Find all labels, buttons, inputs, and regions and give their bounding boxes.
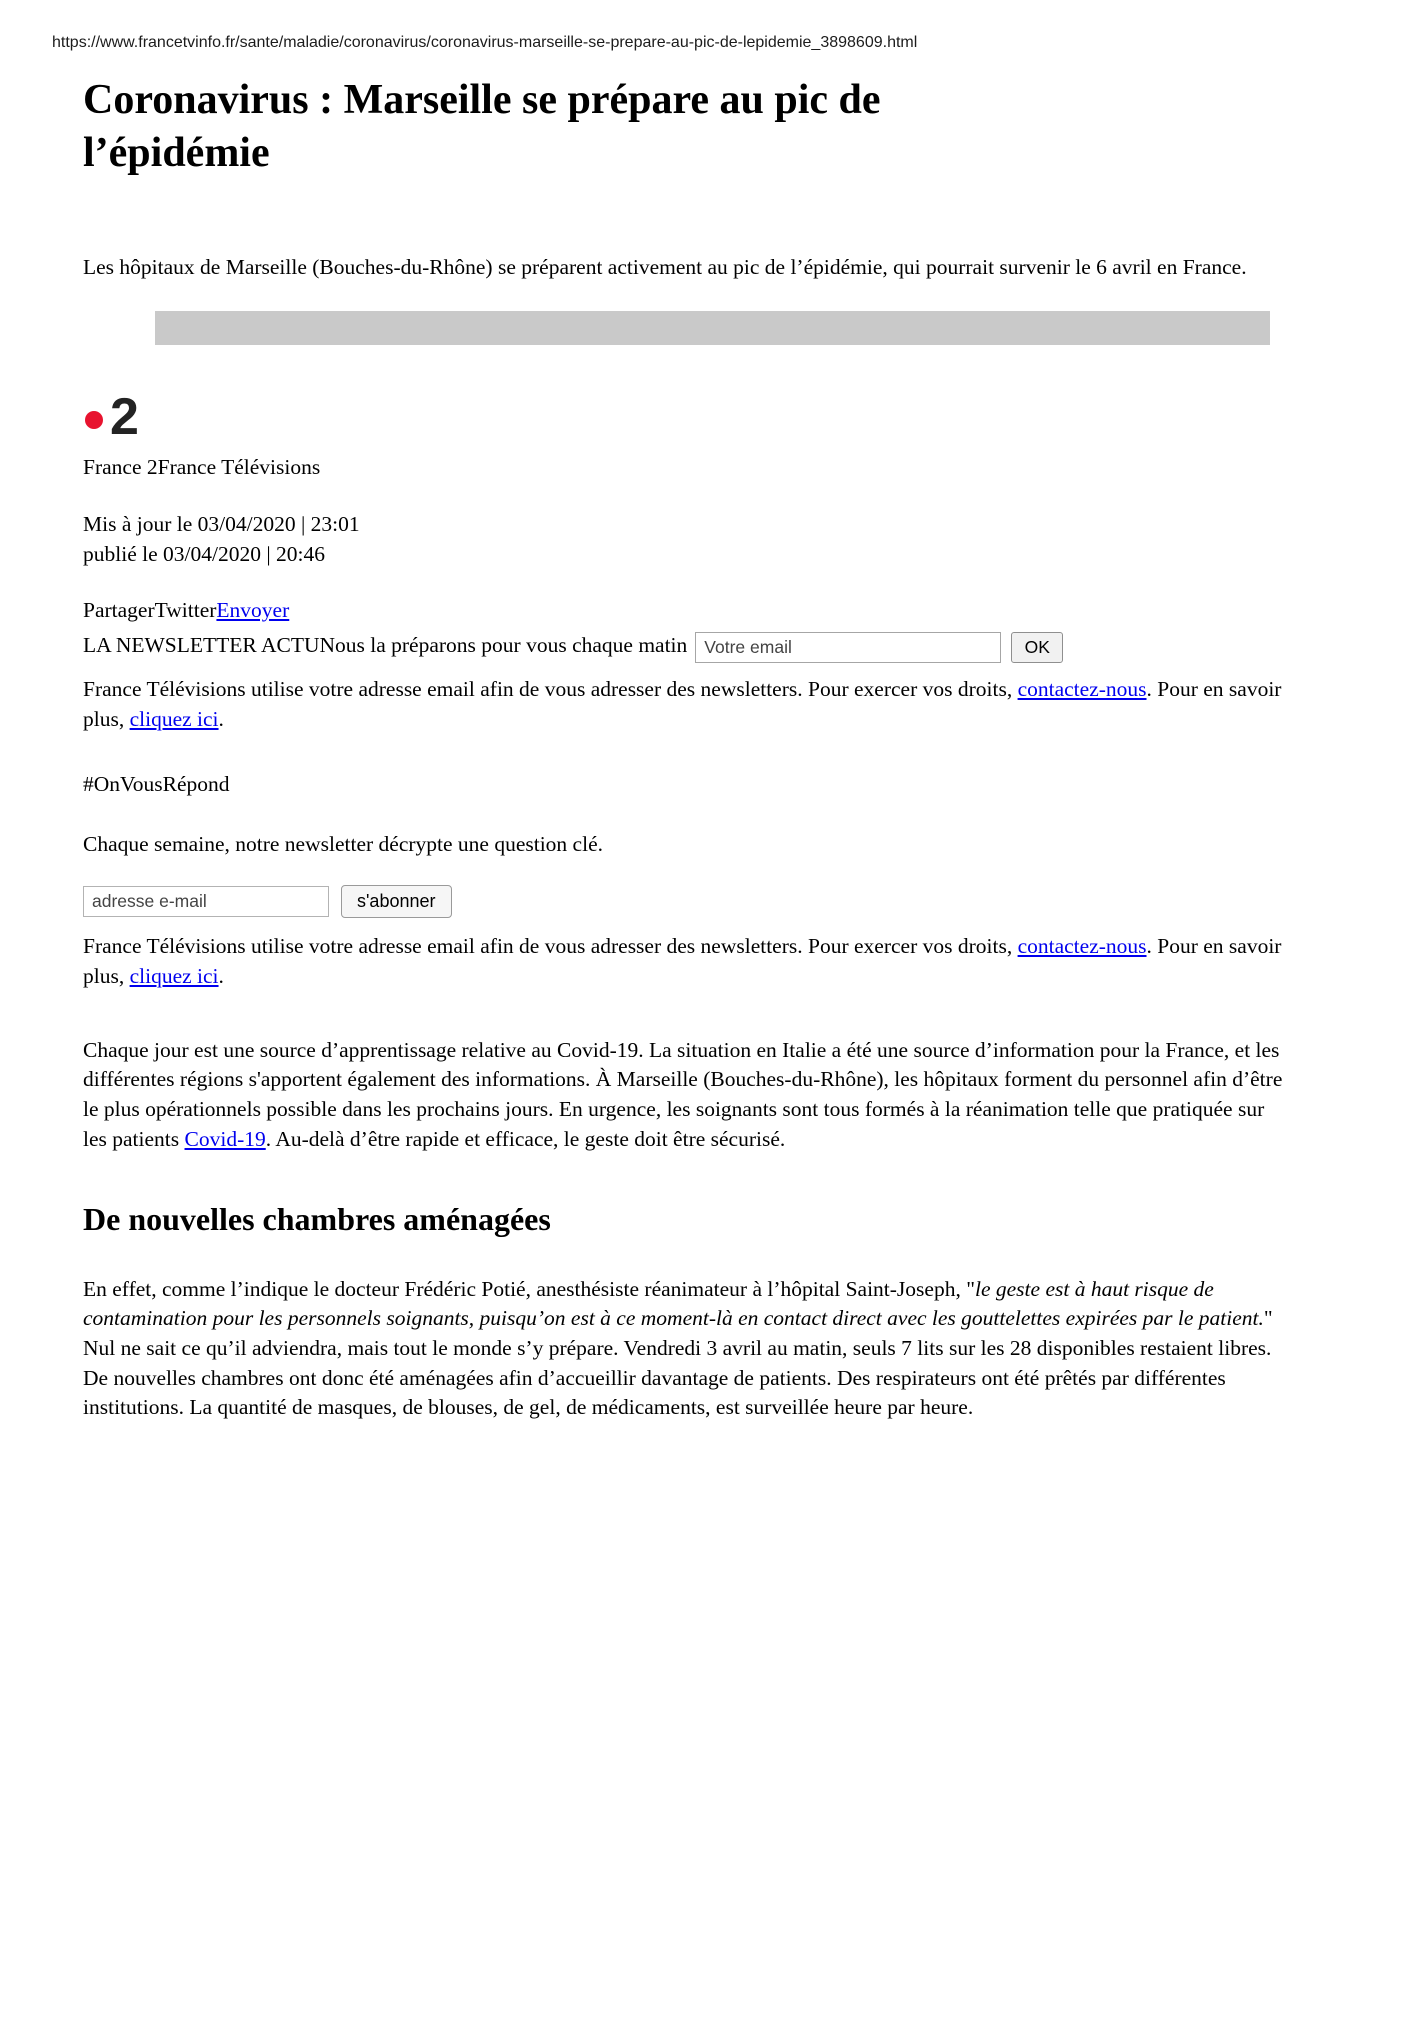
share-envoyer-link[interactable]: Envoyer [216,597,290,622]
byline-channel: France 2 [83,454,158,479]
france2-dot-icon [85,411,103,429]
quote-text: le geste est à haut risque de contamination pour les personnels soignants, puisqu’on est à ce moment-là en contact direct avec les gouttelettes expirées par le patient. [83,1276,1264,1331]
dates [83,510,1283,569]
disclaimer-text: France Télévisions utilise votre adresse email afin de vous adresser des newsletters. Pour exercer vos droits, [83,934,1018,959]
disclaimer-text: . Pour en savoir plus, [83,934,1282,989]
newsletter-ok-button[interactable]: OK [1011,632,1063,663]
date-updated: Mis à jour le 03/04/2020 | 23:01 [83,512,360,537]
article [83,74,1283,1423]
paragraph-text: Chaque jour est une source d’apprentissage relative au Covid-19. La situation en Italie a été une source d’information pour la France, et les différentes régions s'apportent également des informations. À Marseille (Bouches-du-Rhône), les hôpitaux forment du personnel afin d’être le plus opérationnels possible dans les prochains jours. En urgence, les soignants sont tous formés à la réanimation telle que pratiquée sur les patients [83,1037,1283,1151]
newsletter-label: LA NEWSLETTER ACTU [83,633,320,658]
share-partager-button[interactable]: Partager [83,597,155,622]
newsletter-disclaimer [83,675,1283,734]
disclaimer-text: France Télévisions utilise votre adresse email afin de vous adresser des newsletters. Pour exercer vos droits, [83,676,1018,701]
contact-us-link[interactable]: contactez-nous [1017,934,1147,959]
page-url: https://www.francetvinfo.fr/sante/maladie/coronavirus/coronavirus-marseille-se-prepare-au-pic-de-lepidemie_3898609.html [52,34,918,51]
subscribe-button[interactable]: s'abonner [341,885,452,918]
paragraph-text: " Nul ne sait ce qu’il adviendra, mais tout le monde s’y prépare. Vendredi 3 avril au matin, seuls 7 lits sur les 28 disponibles restaient libres. De nouvelles chambres ont donc été aménagées afin d’accueillir davantage de patients. Des respirateurs ont été prêtés par différentes institutions. La quantité de masques, de blouses, de gel, de médicaments, est surveillée heure par heure. [83,1306,1273,1420]
more-info-link[interactable]: cliquez ici [129,706,219,731]
page-title: Coronavirus : Marseille se prépare au pic de l’épidémie [83,77,881,176]
article-paragraph-2 [83,1275,1283,1423]
contact-us-link[interactable]: contactez-nous [1017,676,1147,701]
paragraph-text: . Au-delà d’être rapide et efficace, le geste doit être sécurisé. [265,1126,786,1151]
disclaimer-text: . [218,964,224,989]
section-heading: De nouvelles chambres aménagées [83,1201,551,1238]
article-standfirst: Les hôpitaux de Marseille (Bouches-du-Rhône) se préparent activement au pic de l’épidémie, qui pourrait survenir le 6 avril en France. [83,255,1247,279]
paragraph-text: En effet, comme l’indique le docteur Frédéric Potié, anesthésiste réanimateur à l’hôpital Saint-Joseph, " [83,1276,975,1301]
weekly-disclaimer [83,932,1283,991]
france2-logo [83,387,1283,446]
byline [83,453,1283,483]
covid19-link[interactable]: Covid-19 [184,1126,266,1151]
video-player-placeholder[interactable] [155,311,1270,345]
weekly-subscribe-form [83,885,1283,918]
article-paragraph-1 [83,1036,1283,1155]
hashtag-title: #OnVousRépond [83,772,230,797]
newsletter-email-input[interactable] [695,632,1001,663]
weekly-email-input[interactable] [83,886,329,917]
more-info-link[interactable]: cliquez ici [129,964,219,989]
share-row [83,596,1283,626]
disclaimer-text: . [218,706,224,731]
byline-network: France Télévisions [157,454,321,479]
newsletter-signup [83,631,1283,663]
weekly-newsletter-description: Chaque semaine, notre newsletter décrypte une question clé. [83,831,603,856]
share-twitter-button[interactable]: Twitter [154,597,217,622]
newsletter-tagline: Nous la préparons pour vous chaque matin [319,633,688,658]
date-published: publié le 03/04/2020 | 20:46 [83,541,325,566]
disclaimer-text: . Pour en savoir plus, [83,676,1282,731]
france2-numeral: 2 [110,387,138,446]
